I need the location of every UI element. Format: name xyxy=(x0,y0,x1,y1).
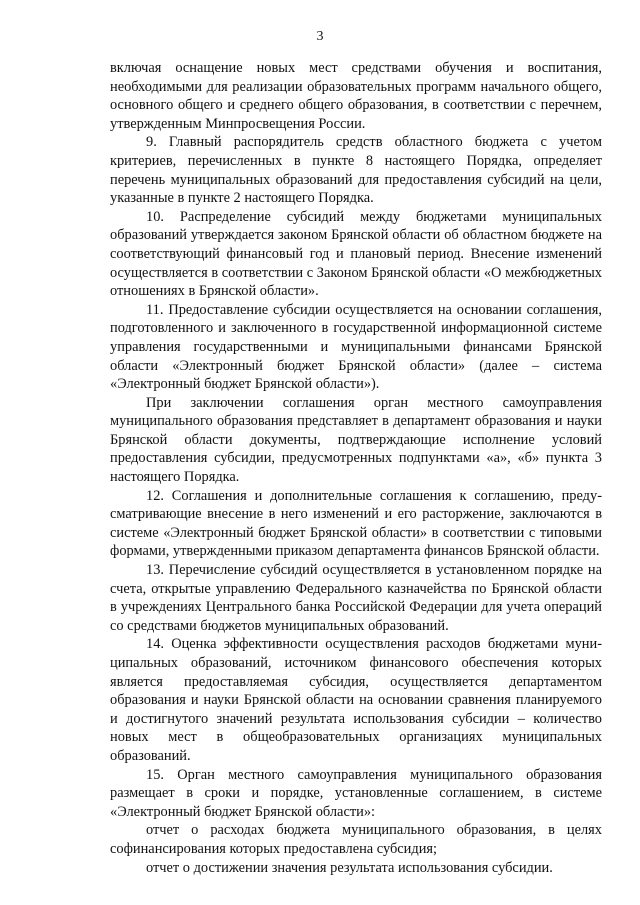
paragraph-item-11-agreement: При заключении соглашения орган местного самоуправления муниципального образования представляет в департамент образования и науки Брянской области документы, подтверждающие исполнение условий предоставления субсидии, предусмотренных подпунктами «а», «б» пункта 3 настоящего Порядка. xyxy=(110,394,602,486)
paragraph-item-15: 15. Орган местного самоуправления муниципального образования размещает в сроки и порядке, установленные соглашением, в системе «Электронный бюджет Брянской области»: xyxy=(110,766,602,820)
paragraph-report-expenses: отчет о расходах бюджета муниципального образования, в целях софинансирования которых предоставлена субсидия; xyxy=(110,822,602,857)
paragraph-item-13: 13. Перечисление субсидий осуществляется в установленном порядке на счета, открытые управлению Федерального казначейства по Брянской области в учреждениях Центрального банка Российской Федерации для учета операций со средствами бюджетов муниципальных образований. xyxy=(110,562,602,634)
paragraph-item-14: 14. Оценка эффективности осуществления расходов бюджетами муниципальных образований, источником финансового обеспечения которых является предоставляемая субсидия, осуществляется департаментом образования и науки Брянской области на основании сравнения планируемого и достигнутого значений результата использования субсидии – количество новых мест в общеобразовательных организациях муниципальных образований. xyxy=(110,636,602,764)
document-body xyxy=(110,59,602,877)
paragraph-item-12: 12. Соглашения и дополнительные соглашения к соглашению, предусматривающие внесение в него изменений и его расторжение, заключаются в системе «Электронный бюджет Брянской области» в соответствии с типовыми формами, утвержденными приказом департамента финансов Брянской области. xyxy=(110,487,602,560)
paragraph-item-9: 9. Главный распорядитель средств областного бюджета с учетом критериев, перечисленных в пункте 8 настоящего Порядка, определяет перечень муниципальных образований для предоставления субсидий на цели, указанные в пункте 2 настоящего Порядка. xyxy=(110,134,602,207)
paragraph-item-10: 10. Распределение субсидий между бюджетами муниципальных образований утверждается законом Брянской области об областном бюджете на соответствующий финансовый год и плановый период. Внесение изменений осуществляется в соответствии с Законом Брянской области «О межбюджетных отношениях в Брянской области». xyxy=(110,208,602,300)
paragraph-continuation: включая оснащение новых мест средствами обучения и воспитания, необходимыми для реализации образовательных программ начального общего, основного общего и среднего общего образования, в соответствии с перечнем, утвержденным Минпросвещения России. xyxy=(110,60,602,132)
paragraph-item-11: 11. Предоставление субсидии осуществляется на основании соглашения, подготовленного и заключенного в государственной информационной системе управления государственными и муниципальными финансами Брянской области «Электронный бюджет Брянской области» (далее – система «Электронный бюджет Брянской области»). xyxy=(110,301,602,393)
page-number: 3 xyxy=(316,29,324,44)
paragraph-report-result: отчет о достижении значения результата использования субсидии. xyxy=(146,859,553,876)
